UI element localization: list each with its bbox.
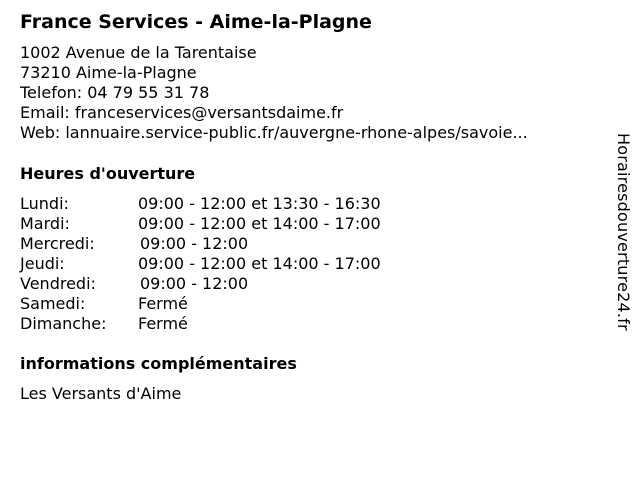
day-label: Samedi: <box>20 294 86 313</box>
hours-heading: Heures d'ouverture <box>20 164 196 183</box>
day-label: Lundi: <box>20 194 69 213</box>
day-hours: Fermé <box>138 314 188 333</box>
info-text: Les Versants d'Aime <box>20 384 182 403</box>
day-hours: Fermé <box>138 294 188 313</box>
day-hours: 09:00 - 12:00 et 14:00 - 17:00 <box>138 214 381 233</box>
info-heading: informations complémentaires <box>20 354 297 373</box>
street-address: 1002 Avenue de la Tarentaise <box>20 43 257 62</box>
page-title: France Services - Aime-la-Plagne <box>20 11 372 33</box>
day-hours: 09:00 - 12:00 <box>140 274 249 293</box>
address-block <box>20 43 528 143</box>
email-address[interactable]: Email: franceservices@versantsdaime.fr <box>20 103 344 122</box>
website-link[interactable]: Web: lannuaire.service-public.fr/auvergne-rhone-alpes/savoie... <box>20 123 528 142</box>
site-watermark: Horairesdouverture24.fr <box>614 133 633 331</box>
phone-number[interactable]: Telefon: 04 79 55 31 78 <box>20 83 210 102</box>
day-hours: 09:00 - 12:00 et 13:30 - 16:30 <box>138 194 381 213</box>
day-label: Dimanche: <box>20 314 107 333</box>
day-label: Mardi: <box>20 214 70 233</box>
city-address: 73210 Aime-la-Plagne <box>20 63 197 82</box>
day-label: Vendredi: <box>20 274 96 293</box>
day-label: Jeudi: <box>20 254 65 273</box>
day-label: Mercredi: <box>20 234 95 253</box>
day-hours: 09:00 - 12:00 et 14:00 - 17:00 <box>138 254 381 273</box>
day-hours: 09:00 - 12:00 <box>140 234 249 253</box>
